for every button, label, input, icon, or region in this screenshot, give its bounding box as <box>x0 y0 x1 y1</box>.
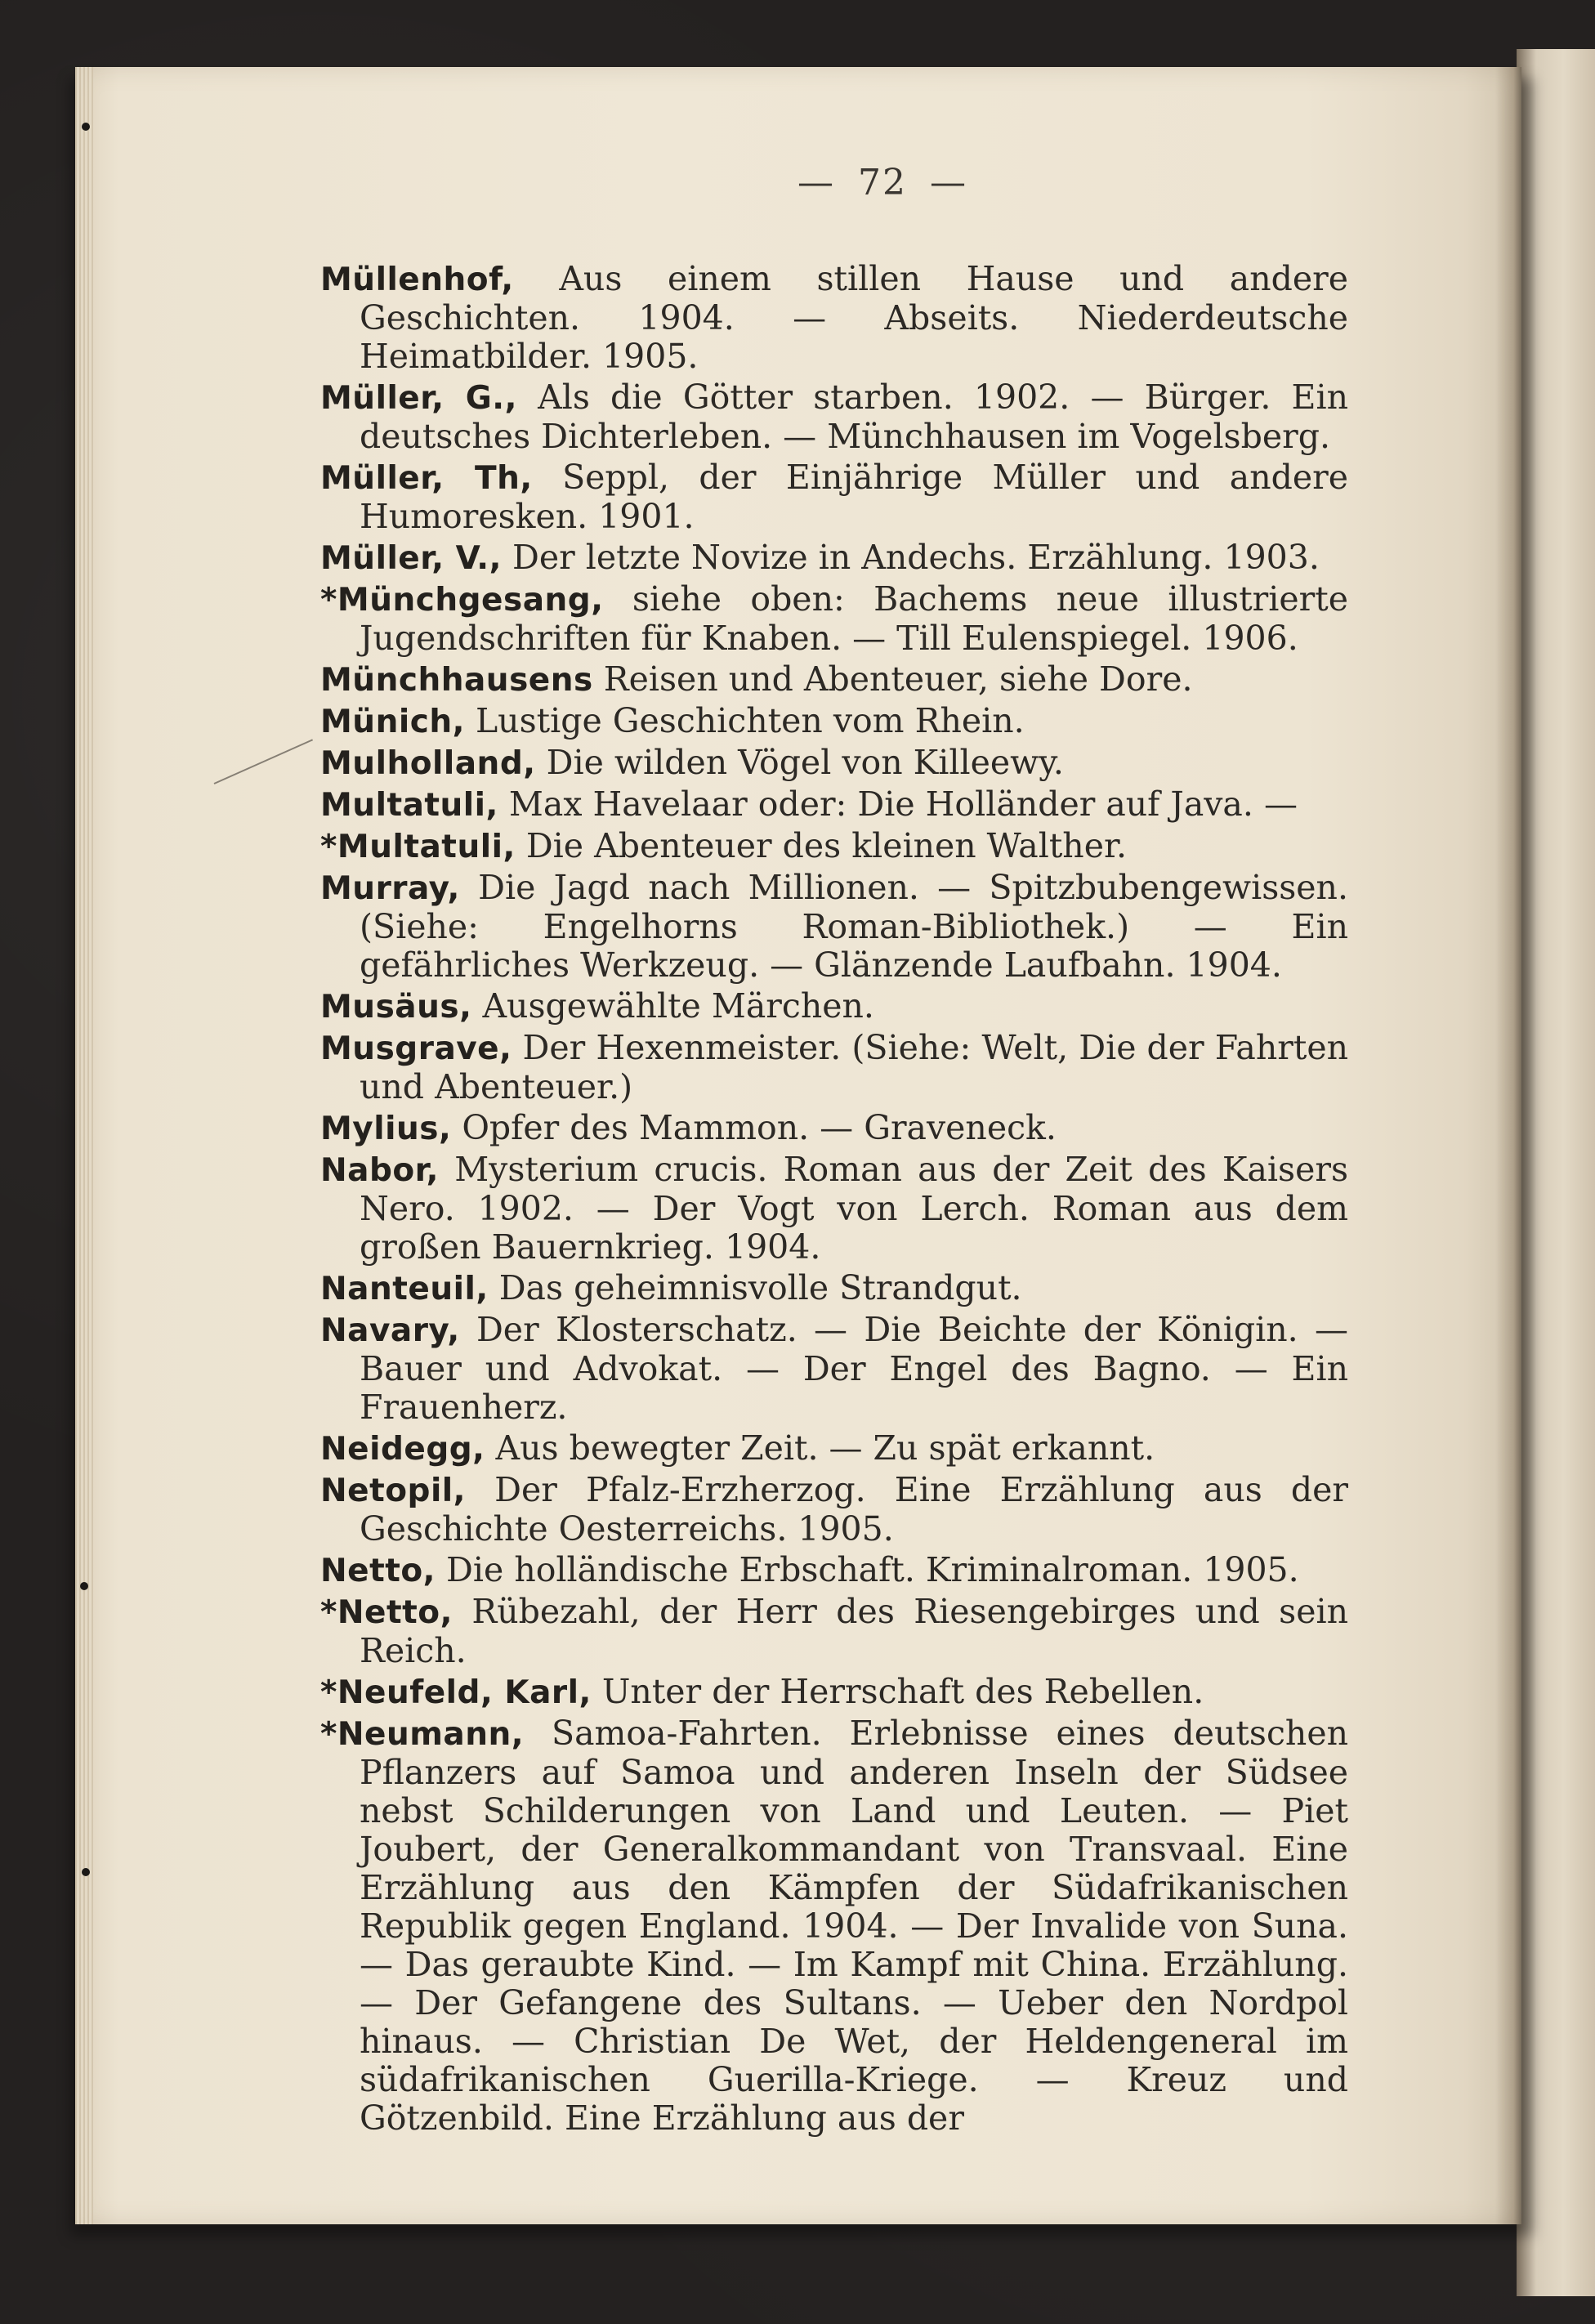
book-gutter <box>1495 67 1521 2224</box>
page-number <box>0 162 1595 203</box>
page-number-dash-right: — <box>930 162 967 203</box>
entry-muenchhausens <box>320 660 1348 699</box>
entry-muenchgesang <box>320 580 1348 658</box>
entry-author: Musgrave, <box>320 1030 512 1067</box>
entry-list <box>320 260 1348 2140</box>
entry-author: Neidegg, <box>320 1431 485 1468</box>
margin-dot <box>82 1868 90 1876</box>
entry-text: Das geheimnisvolle Strandgut. <box>498 1268 1022 1307</box>
entry-text: Als die Götter starben. 1902. — Bürger. Ein deutsches Dichterleben. — Münchhausen im Vogelsberg. <box>360 378 1348 456</box>
entry-author: Müller, Th, <box>320 460 533 497</box>
entry-author: Müller, V., <box>320 540 502 577</box>
entry-author: Münchhausens <box>320 662 593 699</box>
entry-author: *Münchgesang, <box>320 582 604 619</box>
entry-author: Mylius, <box>320 1111 452 1147</box>
margin-dot <box>80 1582 88 1590</box>
entry-author: Müller, G., <box>320 380 517 417</box>
entry-text: Mysterium crucis. Roman aus der Zeit des Kaisers Nero. 1902. — Der Vogt von Lerch. Roman aus dem großen Bauernkrieg. 1904. <box>360 1150 1348 1267</box>
entry-author: *Neufeld, Karl, <box>320 1674 592 1711</box>
entry-text: Der Pfalz-Erzherzog. Eine Erzählung aus der Geschichte Oesterreichs. 1905. <box>360 1470 1348 1549</box>
entry-multatuli-2 <box>320 827 1348 866</box>
entry-mueller-g <box>320 378 1348 456</box>
entry-musgrave <box>320 1029 1348 1106</box>
entry-author: Multatuli, <box>320 787 498 824</box>
page-number-dash-left: — <box>798 162 835 203</box>
entry-text: Seppl, der Einjährige Müller und andere Humoresken. 1901. <box>360 458 1348 536</box>
entry-muellenhof <box>320 260 1348 376</box>
entry-author: *Netto, <box>320 1594 453 1631</box>
entry-text: siehe oben: Bachems neue illustrierte Jugendschriften für Knaben. — Till Eulenspiegel. 1906. <box>360 579 1348 658</box>
entry-text: Die wilden Vögel von Killeewy. <box>546 743 1064 782</box>
entry-neufeld <box>320 1673 1348 1712</box>
entry-text: Die holländische Erbschaft. Kriminalroman. 1905. <box>446 1550 1299 1589</box>
entry-author: Netopil, <box>320 1473 466 1509</box>
entry-text: Unter der Herrschaft des Rebellen. <box>601 1672 1204 1711</box>
entry-murray <box>320 869 1348 985</box>
entry-text: Ausgewählte Märchen. <box>482 986 874 1026</box>
entry-netopil <box>320 1471 1348 1549</box>
page-stack-edge <box>75 67 93 2224</box>
entry-text: Aus einem stillen Hause und andere Geschichten. 1904. — Abseits. Niederdeutsche Heimatbilder. 1905. <box>360 259 1348 376</box>
entry-nabor <box>320 1151 1348 1267</box>
entry-author: Münich, <box>320 704 465 740</box>
entry-author: Nanteuil, <box>320 1271 489 1307</box>
entry-author: Murray, <box>320 870 460 907</box>
entry-neumann <box>320 1714 1348 2138</box>
entry-author: *Neumann, <box>320 1716 525 1753</box>
entry-netto-2 <box>320 1593 1348 1670</box>
entry-text: Die Abenteuer des kleinen Walther. <box>525 826 1128 865</box>
entry-text: Max Havelaar oder: Die Holländer auf Java. — <box>508 784 1298 824</box>
entry-author: Mulholland, <box>320 745 536 782</box>
entry-text: Samoa-Fahrten. Erlebnisse eines deutschen Pflanzers auf Samoa und anderen Inseln der Südsee nebst Schilderungen von Land und Leuten. — Piet Joubert, der Generalkommandant von Transvaal. Eine Erzählung aus den Kämpfen der Südafrikanischen Republik gegen England. 1904. — Der Invalide von Suna. — Das geraubte Kind. — Im Kampf mit China. Erzählung. — Der Gefangene des Sultans. — Ueber den Nordpol hinaus. — Christian De Wet, der Heldengeneral im südafrikanischen Guerilla-Kriege. — Kreuz und Götzenbild. Eine Erzählung aus der <box>360 1714 1348 2138</box>
entry-text: Lustige Geschichten vom Rhein. <box>475 701 1025 740</box>
entry-neidegg <box>320 1429 1348 1468</box>
entry-text: Der Klosterschatz. — Die Beichte der Königin. — Bauer und Advokat. — Der Engel des Bagno. — Ein Frauenherz. <box>360 1310 1348 1427</box>
entry-text: Reisen und Abenteuer, siehe Dore. <box>603 659 1193 699</box>
entry-navary <box>320 1311 1348 1427</box>
entry-author: Nabor, <box>320 1152 439 1189</box>
entry-author: Navary, <box>320 1312 460 1349</box>
entry-musaeus <box>320 987 1348 1026</box>
entry-nanteuil <box>320 1269 1348 1308</box>
entry-text: Opfer des Mammon. — Graveneck. <box>462 1108 1057 1147</box>
entry-text: Die Jagd nach Millionen. — Spitzbubengewissen. (Siehe: Engelhorns Roman-Bibliothek.) — Ein gefährliches Werkzeug. — Glänzende Laufbahn. 1904. <box>360 868 1348 985</box>
entry-author: Netto, <box>320 1553 436 1589</box>
entry-text: Der letzte Novize in Andechs. Erzählung. 1903. <box>512 538 1320 577</box>
entry-netto <box>320 1551 1348 1590</box>
entry-mueller-th <box>320 458 1348 536</box>
entry-multatuli <box>320 785 1348 825</box>
entry-text: Aus bewegter Zeit. — Zu spät erkannt. <box>495 1428 1155 1468</box>
entry-author: Musäus, <box>320 989 472 1026</box>
entry-text: Der Hexenmeister. (Siehe: Welt, Die der Fahrten und Abenteuer.) <box>360 1028 1348 1106</box>
page-number-value: 72 <box>858 162 907 203</box>
entry-author: Müllenhof, <box>320 261 514 298</box>
entry-author: *Multatuli, <box>320 829 516 865</box>
margin-dot <box>82 123 90 131</box>
entry-muenich <box>320 702 1348 741</box>
entry-text: Rübezahl, der Herr des Riesengebirges und sein Reich. <box>360 1592 1348 1670</box>
entry-mulholland <box>320 744 1348 783</box>
entry-mueller-v <box>320 539 1348 578</box>
entry-mylius <box>320 1109 1348 1148</box>
